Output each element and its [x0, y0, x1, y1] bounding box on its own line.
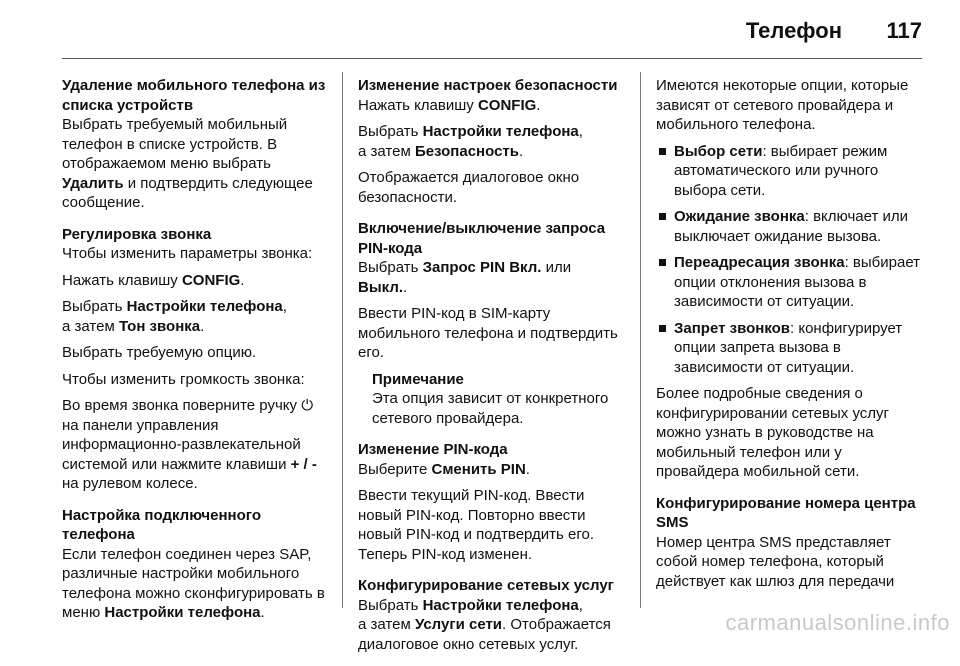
note-text: Эта опция зависит от конкретного сетевого провайдера.: [372, 390, 609, 427]
section-pin-request: [358, 219, 626, 428]
section-change-pin: [358, 440, 626, 564]
paragraph: Нажать клавишу CONFIG.: [62, 271, 245, 289]
section-heading: Регулировка звонка: [62, 225, 212, 243]
section-heading: Изменение настроек безопасности: [358, 77, 618, 94]
paragraph: Выбрать требуемую опцию.: [62, 344, 257, 361]
bullet-square-icon: [659, 148, 666, 155]
bullet-square-icon: [659, 259, 666, 266]
section-security: [358, 76, 626, 207]
paragraph: Отображается диалоговое окно безопасности.: [358, 169, 580, 206]
paragraph: Чтобы изменить громкость звонка:: [62, 370, 305, 388]
power-knob-icon: ⏻: [301, 397, 314, 414]
paragraph: Нажать клавишу CONFIG.: [358, 96, 541, 114]
section-heading: Изменение PIN-кода: [358, 441, 508, 458]
section-network-services: [358, 576, 626, 654]
page-number: 117: [886, 18, 922, 43]
section-heading: Удаление мобильного телефона из списка устройств: [62, 77, 326, 114]
section-heading: Настройка подключенного телефона: [62, 506, 261, 543]
list-item: Выбор сети: выбирает режим автоматического или ручного выбора сети.: [656, 142, 924, 201]
column-3: [656, 76, 924, 603]
section-sms-center: [656, 494, 924, 592]
list-item: Переадресация звонка: выбирает опции отклонения вызова в зависимости от ситуации.: [656, 253, 924, 312]
paragraph: Чтобы изменить параметры звонка:: [62, 245, 313, 262]
list-item: Ожидание звонка: включает или выключает ожидание вызова.: [656, 207, 924, 246]
paragraph: Выбрать Настройки телефона, а затем Тон звонка.: [62, 298, 287, 335]
watermark: carmanualsonline.info: [725, 610, 950, 635]
paragraph: Выбрать требуемый мобильный телефон в списке устройств. В отображаемом меню выбрать Удалить и подтвердить следующее сообщение.: [62, 116, 313, 211]
column-divider: [342, 72, 343, 608]
page-title: Телефон: [745, 18, 842, 43]
section-heading: Конфигурирование номера центра SMS: [656, 494, 916, 531]
section-heading: Конфигурирование сетевых услуг: [358, 577, 614, 594]
list-item: Запрет звонков: конфигурирует опции запрета вызова в зависимости от ситуации.: [656, 319, 924, 378]
section-delete-phone: [62, 76, 330, 213]
paragraph: Номер центра SMS представляет собой номер телефона, который действует как шлюз для передачи: [656, 533, 895, 590]
paragraph: Если телефон соединен через SAP, различные настройки мобильного телефона можно сконфигурировать в меню Настройки телефона.: [62, 545, 325, 621]
section-heading: Включение/выключение запроса PIN-кода: [358, 220, 606, 257]
section-ringtone: [62, 225, 330, 494]
note-heading: Примечание: [372, 370, 464, 388]
paragraph: Имеются некоторые опции, которые зависят от сетевого провайдера и мобильного телефона.: [656, 77, 909, 133]
paragraph: Выбрать Настройки телефона, а затем Безопасность.: [358, 123, 583, 160]
bullet-square-icon: [659, 213, 666, 220]
note: [372, 370, 626, 429]
paragraph: Выберите Сменить PIN.: [358, 460, 530, 478]
paragraph: Ввести текущий PIN-код. Ввести новый PIN-код. Повторно ввести новый PIN-код и подтвердить его. Теперь PIN-код изменен.: [358, 487, 595, 563]
column-2: [358, 76, 626, 666]
paragraph: Во время звонка поверните ручку ⏻ на панели управления информационно-развлекательной системой или нажмите клавиши + / - на рулевом колесе.: [62, 397, 317, 492]
header-rule: [62, 58, 922, 59]
bullet-square-icon: [659, 325, 666, 332]
paragraph: Ввести PIN-код в SIM-карту мобильного телефона и подтвердить его.: [358, 305, 618, 361]
column-divider: [640, 72, 641, 608]
paragraph: Выбрать Настройки телефона, а затем Услуги сети. Отображается диалоговое окно сетевых услуг.: [358, 596, 611, 653]
paragraph: Выбрать Запрос PIN Вкл. или Выкл..: [358, 259, 572, 296]
paragraph: Более подробные сведения о конфигурировании сетевых услуг можно узнать в руководстве на мобильный телефон или у провайдера мобильной сети.: [656, 385, 889, 480]
column-1: [62, 76, 330, 635]
section-connected-phone: [62, 506, 330, 623]
